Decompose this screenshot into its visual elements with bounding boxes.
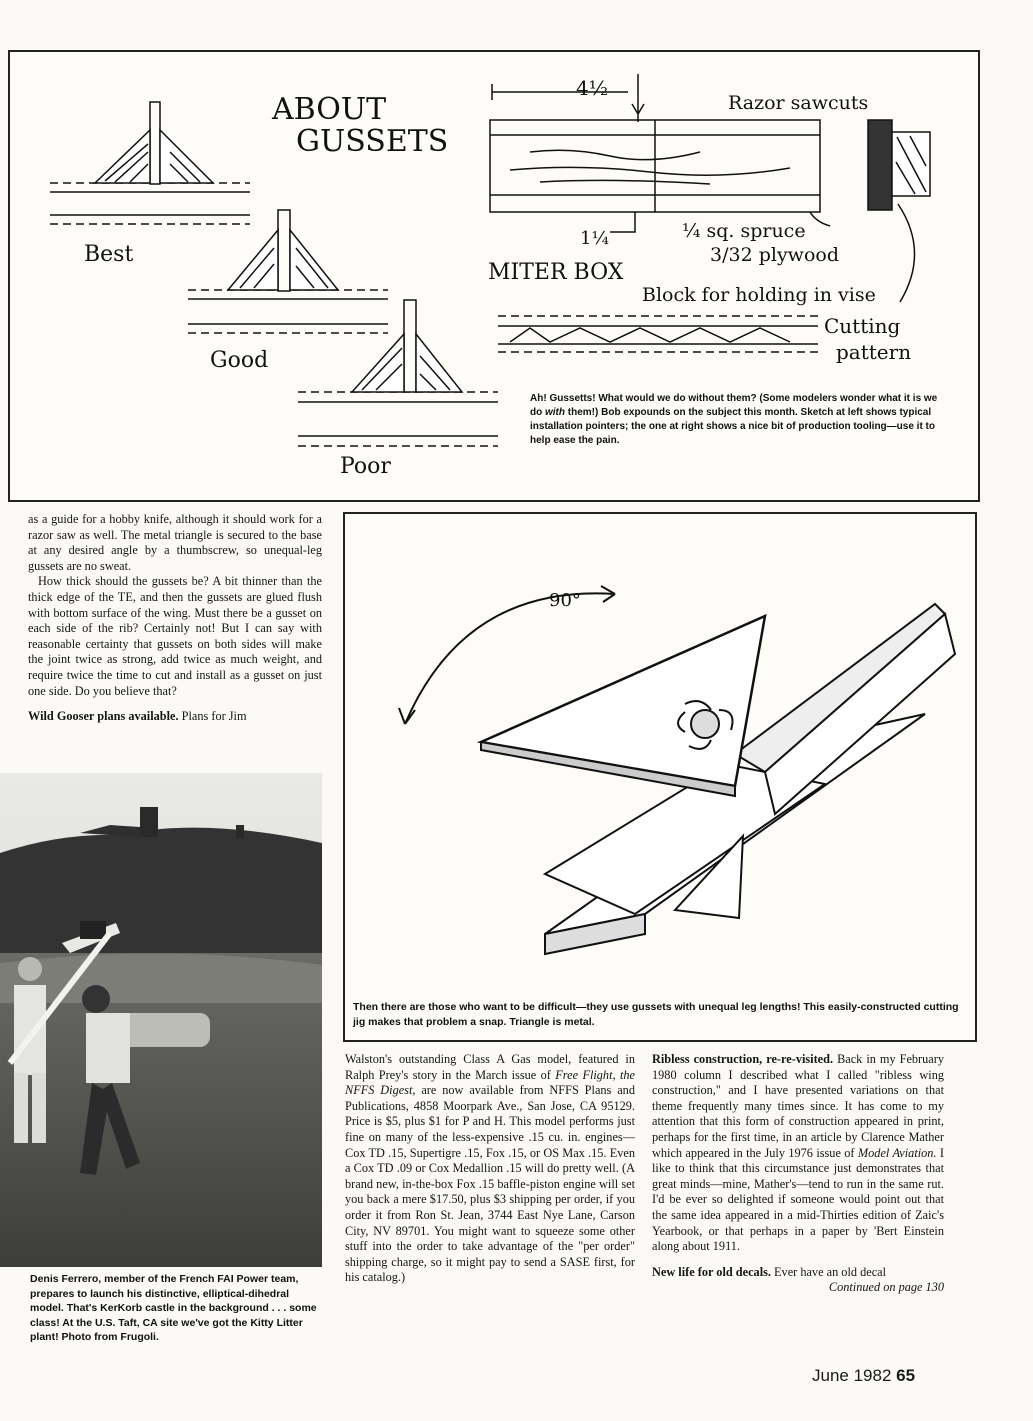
label-pattern: pattern — [836, 340, 912, 364]
label-poor: Poor — [340, 454, 391, 479]
gussets-caption-part1: Ah! Gussetts! What would we do without them? (Some modelers wonder what it is we do — [530, 393, 938, 418]
left-column-text — [28, 512, 322, 725]
label-spruce: ¼ sq. spruce — [682, 220, 806, 242]
ribless-text-part2: I like to think that this circumstance just demonstrates that great minds—mine, Mather's—tend to run in the same rut. I'd be ever so delighted if someone would point out that the same idea appeared in a mid-Thirties edition of Zaic's Yearbook, or that perhaps in a paper by 'Bert Einstein along about 1911. — [652, 1145, 944, 1254]
cutting-jig-drawing — [345, 514, 975, 994]
angle-label: 90° — [549, 590, 581, 611]
ribless-text-part1: Back in my February 1980 column I described what I called "ribless wing construction," and I have presented variations on that theme frequently many times since. It has come to my attention that this form of construction appeared in print, perhaps for the first time, in an article by Clarence Mather which appeared in the July 1976 issue of — [652, 1052, 945, 1160]
middle-text-part2: are now available from NFFS Plans and Publications, 4858 Moorpark Ave., San Jose, CA 95129. Price is $5, plus $1 for P and H. This model performs just fine on many of the less-expensive .15 cu. in. engines—Cox TD .15, Supertigre .15, Fox .15, or OS Max .15. Even a Cox TD .09 or Cox Medallion .15 will do pretty well. (A brand new, in-the-box Fox .15 baffle-piston engine will set you back a mere $17.50, plus $3 shipping per order, if you order it from Ron St. Jean, 3744 East Nye Lane, Carson City, NV 89701. You might want to squeeze some other stuff into the order to take advantage of the "per order" shipping charge, so it might pay to send a SASE first, for his catalog.) — [345, 1083, 635, 1285]
figure-title-line1: ABOUT — [272, 92, 387, 127]
left-paragraph-1: as a guide for a hobby knife, although it should work for a razor saw as well. The metal triangle is secured to the base at any desired angle by a thumbscrew, so unequal-leg gussets are no sweat. — [28, 512, 322, 573]
jig-caption: Then there are those who want to be difficult—they use gussets with unequal leg lengths! This easily-constructed cutting jig makes that problem a snap. Triangle is metal. — [353, 1001, 959, 1028]
dimension-width: 4½ — [576, 76, 609, 100]
wild-gooser-heading: Wild Gooser plans available. — [28, 709, 179, 724]
gussets-caption-part2: them!) Bob expounds on the subject this month. Sketch at left shows typical installation pointers; the one at right shows a nice bit of production tooling—use it to help ease the pain. — [530, 407, 935, 446]
cutting-jig-illustration — [343, 512, 977, 1042]
decals-paragraph — [652, 1265, 944, 1281]
label-vise-block: Block for holding in vise — [642, 284, 876, 306]
ribless-paragraph — [652, 1052, 944, 1255]
gussets-illustration — [8, 50, 980, 502]
issue-date: June 1982 — [812, 1366, 892, 1385]
page-footer — [812, 1366, 915, 1386]
gussets-caption — [530, 392, 944, 448]
label-best: Best — [84, 242, 134, 267]
label-good: Good — [210, 348, 269, 373]
decals-text: Ever have an old decal — [770, 1264, 887, 1279]
ribless-text-italic: Model Aviation. — [857, 1145, 937, 1160]
middle-paragraph — [345, 1052, 635, 1286]
left-paragraph-2: How thick should the gussets be? A bit thinner than the thick edge of the TE, and then the gussets are glued flush with bottom surface of the wing. Must there be a gusset on each side of the rib? Certainly not! But I can say with reasonable certainty that gussets on both sides will make the joint twice as strong, add twice as much weight, and require twice the time to cut and install as a gusset on just one side. Do you believe that? — [28, 574, 322, 698]
left-paragraph-3 — [28, 709, 322, 725]
label-plywood: 3/32 plywood — [710, 244, 839, 266]
label-miter-box: MITER BOX — [488, 260, 624, 285]
label-cutting: Cutting — [824, 314, 901, 338]
middle-column-text — [345, 1052, 635, 1286]
photo-caption: Denis Ferrero, member of the French FAI Power team, prepares to launch his distinctive, elliptical-dihedral model. That's KerKorb castle in the background . . . some class! At the U.S. Taft, CA site we've got the Kitty Litter plant! Photo from Frugoli. — [30, 1273, 317, 1343]
decals-heading: New life for old decals. — [652, 1264, 771, 1279]
page-number: 65 — [896, 1366, 916, 1385]
label-razor-sawcuts: Razor sawcuts — [728, 92, 869, 114]
photo-denis-ferrero — [0, 773, 322, 1267]
continued-note: Continued on page 130 — [828, 1280, 944, 1295]
ribless-heading: Ribless construction, re-re-visited. — [652, 1052, 834, 1066]
right-column-text — [652, 1052, 944, 1296]
middle-text-part1: Walston's outstanding Class A Gas model, featured in Ralph Prey's story in the March issue of — [345, 1052, 635, 1082]
photo-image — [0, 773, 322, 1267]
wild-gooser-text: Plans for Jim — [178, 709, 247, 724]
gussets-caption-italic: with — [545, 407, 565, 418]
figure-title-line2: GUSSETS — [296, 124, 449, 159]
middle-text-italic: Free Flight, the NFFS Digest, — [345, 1067, 636, 1098]
dimension-height: 1¼ — [580, 228, 609, 249]
